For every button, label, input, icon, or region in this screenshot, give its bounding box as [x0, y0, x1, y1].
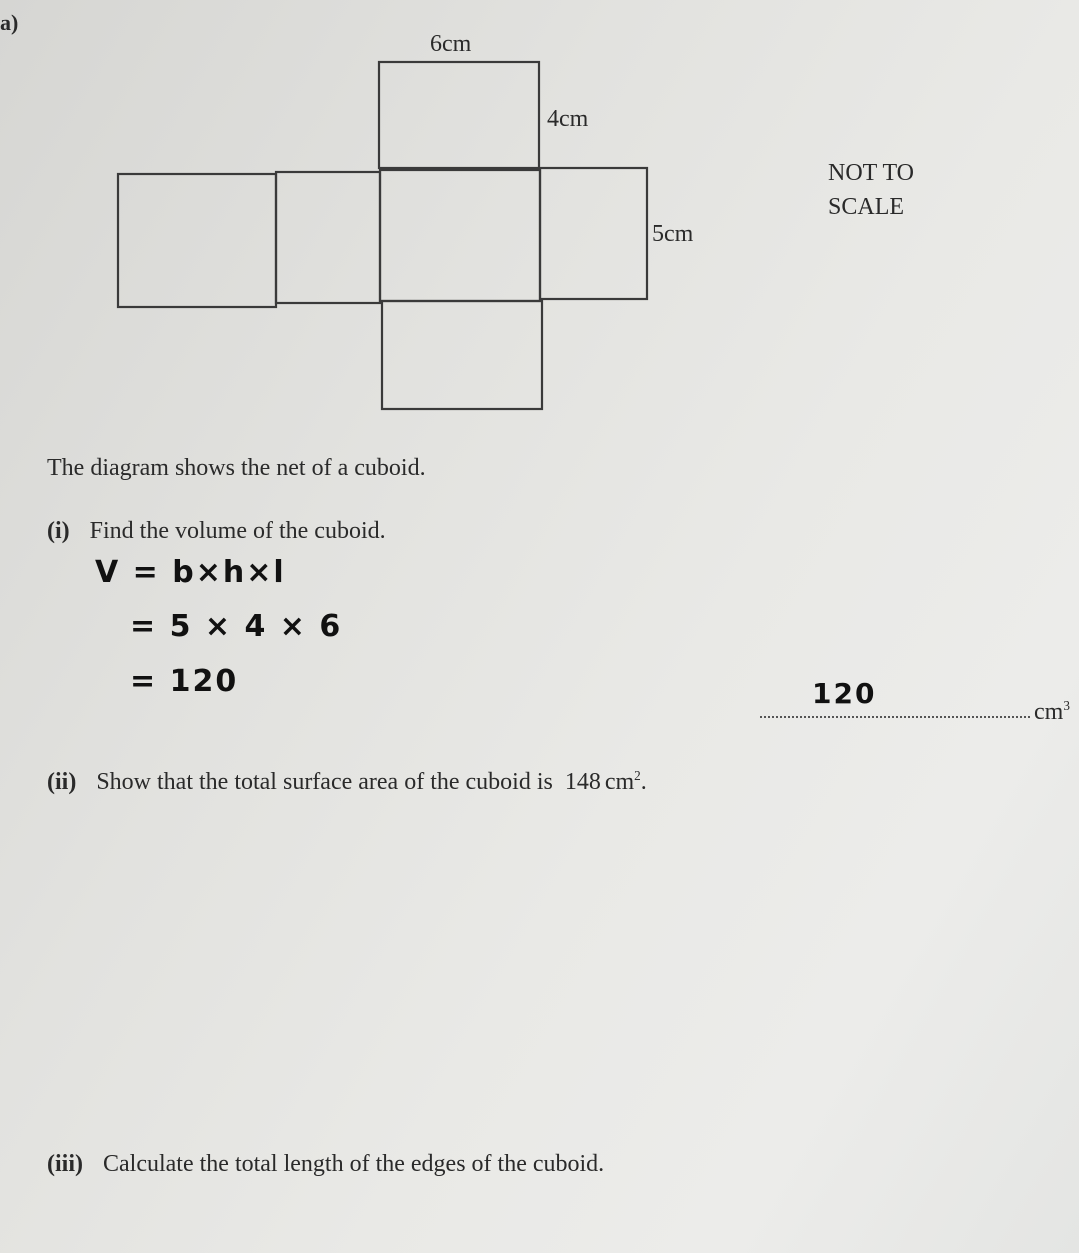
part-ii-number: (ii)	[47, 769, 77, 795]
net-face-centre	[380, 170, 540, 301]
depth-label: 5cm	[652, 221, 694, 247]
cuboid-net-diagram	[0, 0, 1079, 460]
working-line-3: = 120	[130, 664, 239, 699]
part-i-text: Find the volume of the cuboid.	[89, 518, 386, 544]
working-line-1: V = b×h×l	[95, 555, 286, 590]
answer-line	[760, 716, 1030, 718]
net-face-right	[540, 168, 647, 299]
part-i-number: (i)	[47, 518, 70, 544]
net-face-left-inner	[276, 172, 380, 303]
net-face-left-outer	[118, 174, 276, 307]
height-label: 4cm	[547, 106, 589, 132]
surface-area-value: 148	[564, 769, 601, 795]
net-face-bottom	[382, 301, 542, 409]
not-to-scale-line1: NOT TO	[828, 160, 915, 186]
part-iii-text: Calculate the total length of the edges of the cuboid.	[103, 1151, 605, 1177]
width-label: 6cm	[430, 31, 472, 57]
working-line-2: = 5 × 4 × 6	[130, 609, 343, 644]
volume-unit: $cm^3$	[1034, 698, 1070, 725]
part-ii-text: Show that the total surface area of the cuboid is	[96, 769, 553, 795]
part-iii-question	[47, 1151, 604, 1178]
part-iii-number: (iii)	[47, 1151, 83, 1177]
question-letter: a)	[0, 10, 19, 35]
not-to-scale-line2: SCALE	[828, 194, 905, 220]
intro-text: The diagram shows the net of a cuboid.	[47, 455, 426, 481]
part-i-question	[47, 518, 386, 545]
net-face-top	[379, 62, 539, 168]
volume-answer: 120	[812, 677, 877, 710]
part-ii-question: (ii) Show that the total surface area of the cuboid is 148 $cm^2$.	[47, 768, 647, 795]
